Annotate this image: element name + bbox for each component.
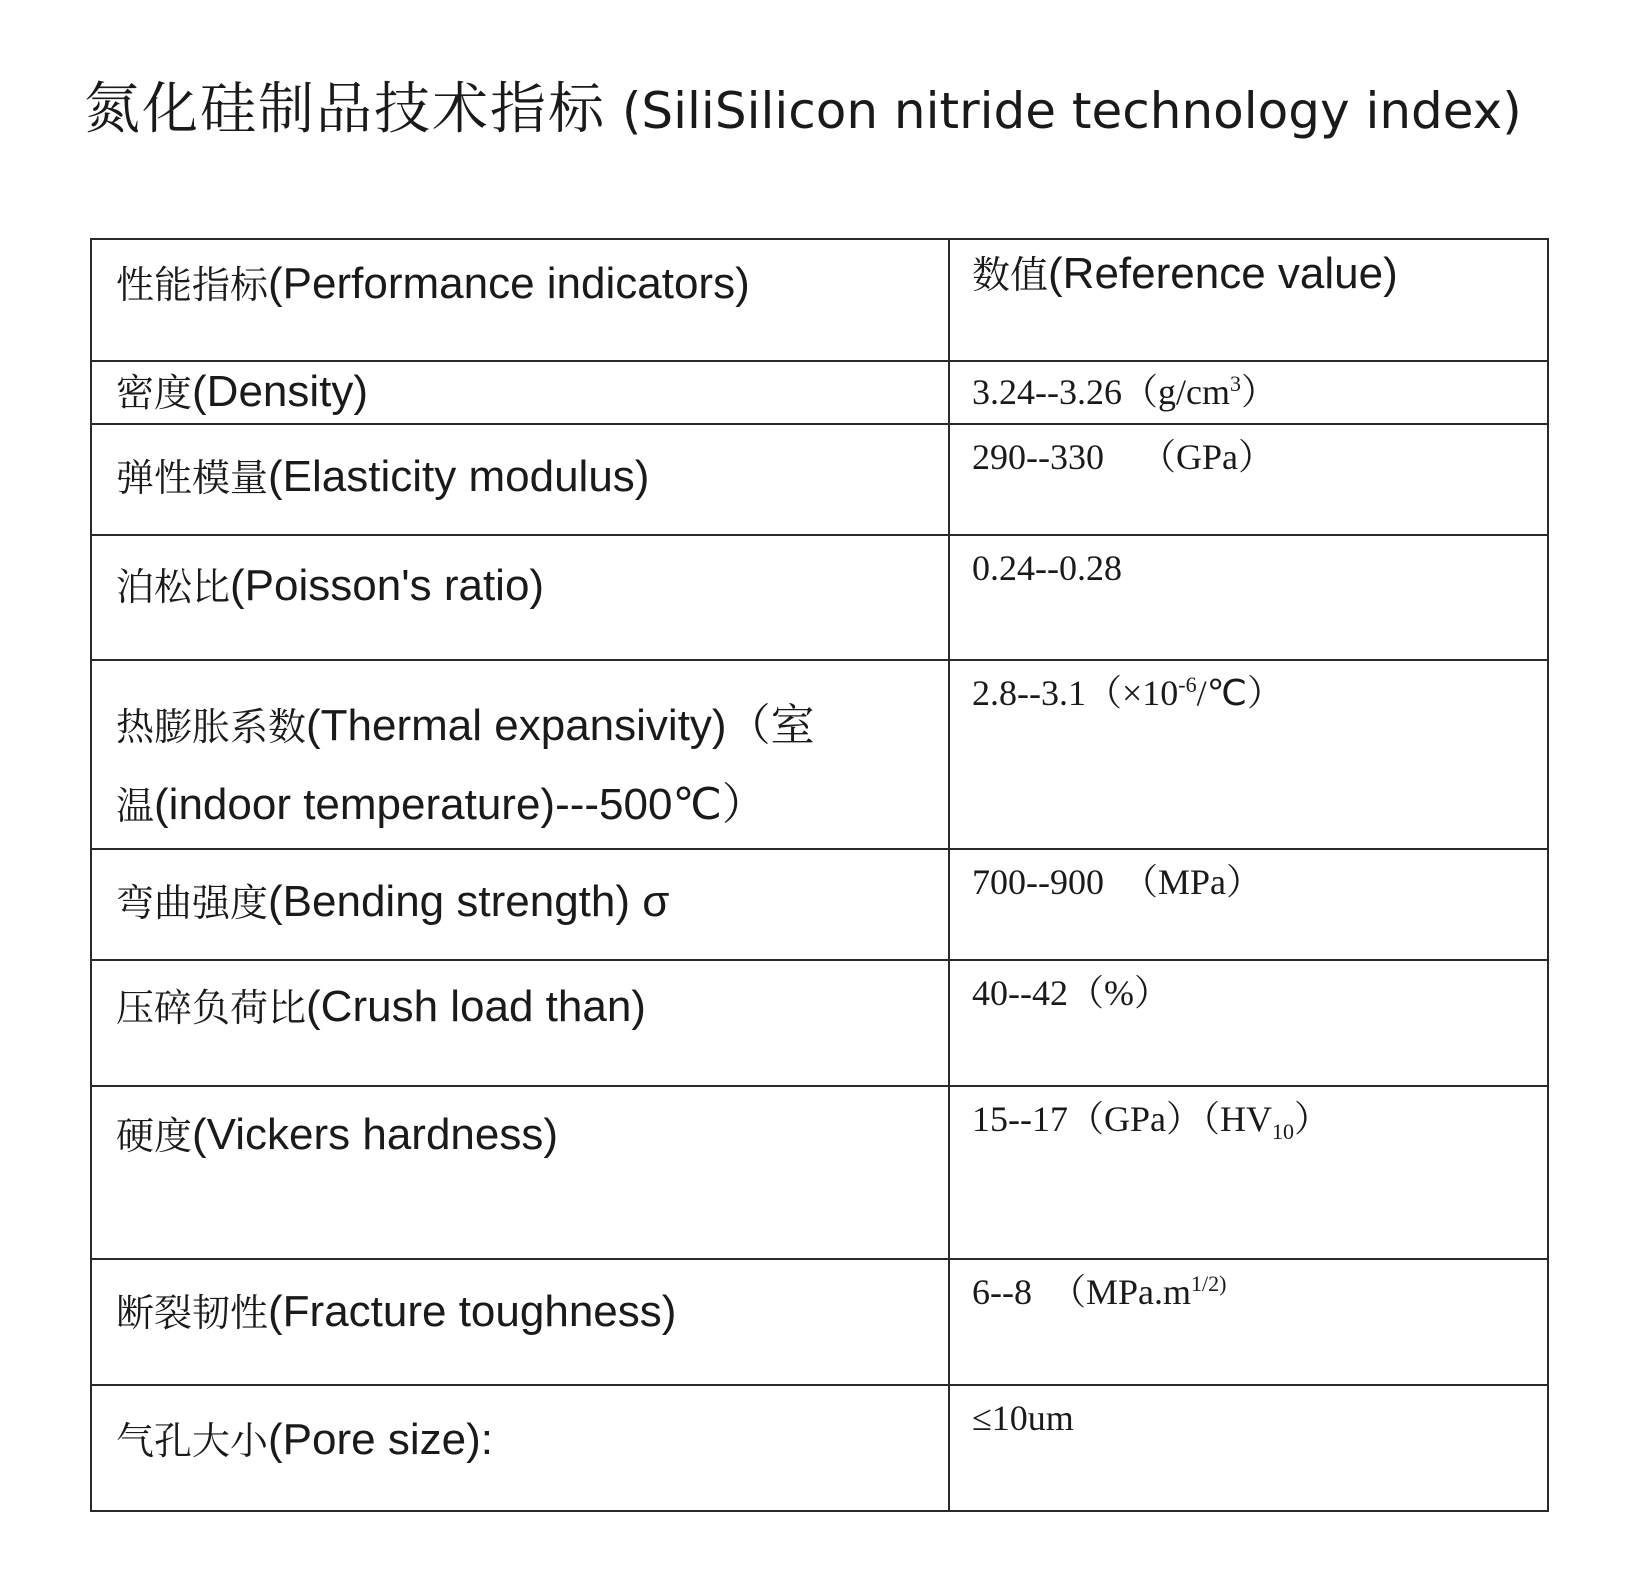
row-name-en: (Vickers hardness) xyxy=(192,1110,559,1159)
row-value: 40--42（%） xyxy=(972,973,1170,1013)
row-name-zh: 热膨胀系数 xyxy=(116,705,307,749)
row-value-cell xyxy=(949,1259,1548,1385)
row-value: 700--900 （MPa） xyxy=(972,862,1262,902)
row-name-zh: 弯曲强度 xyxy=(116,881,269,925)
row-name-zh: 气孔大小 xyxy=(116,1419,269,1463)
row-value: 2.8--3.1（×10 xyxy=(972,673,1179,713)
row-value-tail: ） xyxy=(1240,372,1277,412)
row-value: 15--17（GPa）（HV xyxy=(972,1099,1272,1139)
row-value-superscript: -6 xyxy=(1178,672,1197,697)
page-title-chinese: 氮化硅制品技术指标 xyxy=(84,77,606,142)
row-value-superscript: 1/2) xyxy=(1191,1271,1227,1296)
row-name-cell xyxy=(91,1086,949,1259)
row-value: 0.24--0.28 xyxy=(972,548,1122,588)
row-value: 6--8 （MPa.m xyxy=(972,1272,1191,1312)
table-row xyxy=(91,960,1548,1086)
header-name-zh: 性能指标 xyxy=(116,263,269,307)
row-value-cell xyxy=(949,1086,1548,1259)
table-row xyxy=(91,535,1548,660)
header-cell-value xyxy=(949,239,1548,361)
table-row xyxy=(91,424,1548,535)
row-value-cell xyxy=(949,361,1548,424)
header-cell-indicators xyxy=(91,239,949,361)
row-name-en: (Thermal expansivity)（室 xyxy=(306,701,815,750)
row-name-cell xyxy=(91,424,949,535)
row-name-cell xyxy=(91,361,949,424)
row-value-cell xyxy=(949,424,1548,535)
row-name-cell xyxy=(91,1385,949,1511)
row-name-zh: 压碎负荷比 xyxy=(116,986,307,1030)
table-row xyxy=(91,1385,1548,1511)
table-row xyxy=(91,849,1548,960)
row-value-tail: /℃） xyxy=(1196,673,1284,713)
row-name-en: (Poisson's ratio) xyxy=(230,561,545,610)
table-row xyxy=(91,361,1548,424)
row-name-line2-zh: 温 xyxy=(116,784,155,828)
row-name-line-1 xyxy=(116,687,934,766)
row-name-line2-en: (indoor temperature)---500℃） xyxy=(154,780,766,829)
row-value-cell xyxy=(949,535,1548,660)
row-name-en: (Pore size): xyxy=(268,1415,493,1464)
page-title-english: (SiliSilicon nitride technology index) xyxy=(621,82,1522,140)
row-name-cell xyxy=(91,660,949,849)
row-name-zh: 断裂韧性 xyxy=(116,1291,269,1335)
row-value-cell xyxy=(949,960,1548,1086)
page-title xyxy=(84,70,1584,151)
row-name-cell xyxy=(91,849,949,960)
row-name-zh: 密度 xyxy=(116,371,193,415)
row-value-superscript: 3 xyxy=(1229,371,1241,396)
row-value-cell xyxy=(949,660,1548,849)
row-name-line-2 xyxy=(116,766,934,845)
header-name-en: (Performance indicators) xyxy=(268,259,750,308)
row-value-tail: ） xyxy=(1293,1099,1330,1139)
row-name-en: (Density) xyxy=(192,367,369,416)
row-value-cell xyxy=(949,1385,1548,1511)
row-value-cell xyxy=(949,849,1548,960)
row-name-zh: 弹性模量 xyxy=(116,456,269,500)
row-name-zh: 硬度 xyxy=(116,1114,193,1158)
table-row xyxy=(91,1259,1548,1385)
row-name-en: (Bending strength) σ xyxy=(268,877,670,926)
row-value: ≤10um xyxy=(972,1398,1074,1438)
row-name-en: (Elasticity modulus) xyxy=(268,452,650,501)
row-name-cell xyxy=(91,960,949,1086)
row-value-subscript: 10 xyxy=(1271,1119,1294,1145)
table-header-row xyxy=(91,239,1548,361)
row-value: 290--330 （GPa） xyxy=(972,437,1274,477)
table-row xyxy=(91,1086,1548,1259)
row-name-zh: 泊松比 xyxy=(116,565,231,609)
row-name-cell xyxy=(91,1259,949,1385)
header-value-zh: 数值 xyxy=(972,253,1049,297)
table-row xyxy=(91,660,1548,849)
row-name-en: (Fracture toughness) xyxy=(268,1287,677,1336)
row-name-en: (Crush load than) xyxy=(306,982,646,1031)
header-value-en: (Reference value) xyxy=(1048,249,1398,298)
row-name-cell xyxy=(91,535,949,660)
row-value: 3.24--3.26（g/cm xyxy=(972,372,1230,412)
spec-table xyxy=(90,238,1549,1512)
